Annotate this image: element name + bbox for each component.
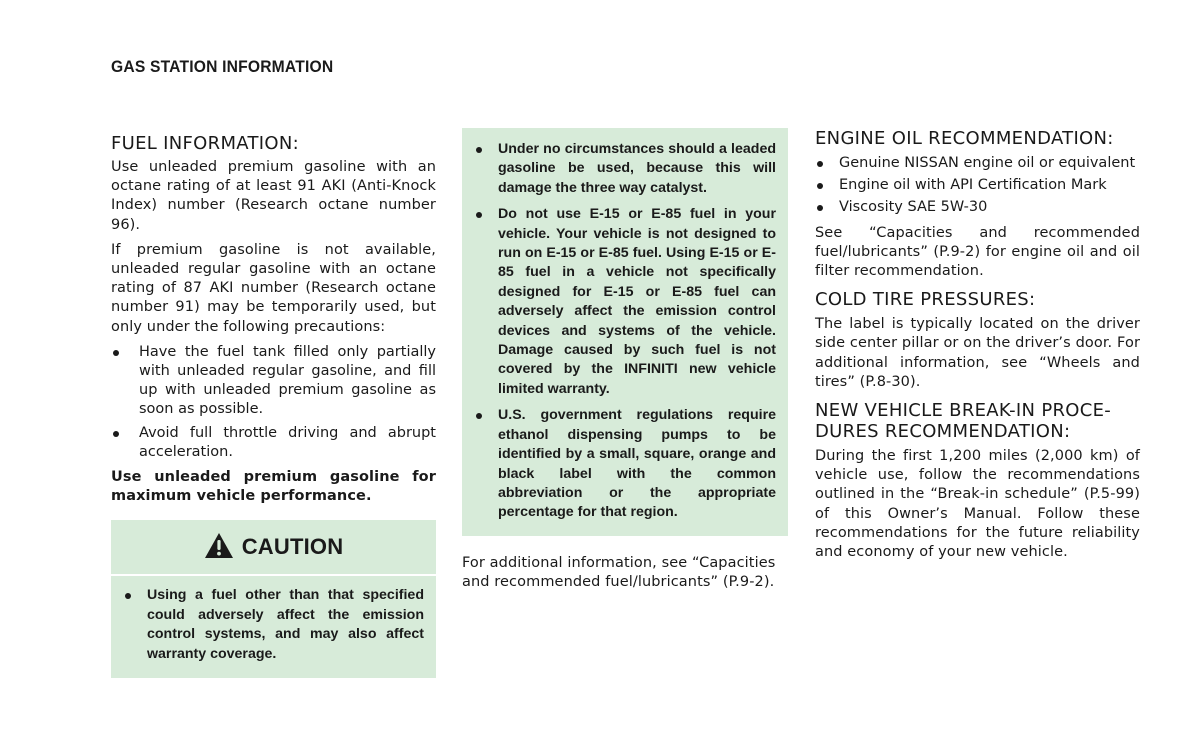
list-item: Have the fuel tank filled only partially with unleaded regular gasoline, and fill up with unleaded premium gasoline as soon as possible. bbox=[111, 343, 436, 420]
tire-pressure-paragraph: The label is typically located on the driver side center pillar or on the driver’s door. For additional information, see “Wheels and tires” (P.8-30). bbox=[815, 316, 1140, 390]
caution-title: CAUTION bbox=[241, 534, 344, 560]
list-item: Avoid full throttle driving and abrupt acceleration. bbox=[111, 424, 436, 462]
break-in-heading-line-1: NEW VEHICLE BREAK-IN PROCE- bbox=[815, 400, 1112, 422]
fuel-info-paragraph-1: Use unleaded premium gasoline with an octane rating of at least 91 AKI (Anti-Knock Index) number (Research octane number 96). bbox=[111, 159, 436, 233]
engine-oil-paragraph: See “Capacities and recommended fuel/lubricants” (P.9-2) for engine oil and oil filter recommendation. bbox=[815, 224, 1140, 280]
list-item: U.S. government regulations require ethanol dispensing pumps to be identified by a small, square, orange and black label with the common abbreviation or the appropriate percentage for that region. bbox=[474, 406, 776, 522]
list-item: Engine oil with API Certification Mark bbox=[815, 176, 1140, 195]
list-item: Genuine NISSAN engine oil or equivalent bbox=[815, 154, 1140, 173]
engine-oil-list bbox=[815, 154, 1140, 218]
fuel-info-bold-note: Use unleaded premium gasoline for maximum vehicle performance. bbox=[111, 469, 436, 505]
break-in-heading-line-2: DURES RECOMMENDATION: bbox=[815, 421, 1071, 443]
page-title: GAS STATION INFORMATION bbox=[111, 57, 334, 76]
column-recommendations bbox=[815, 128, 1140, 570]
warning-box bbox=[462, 128, 788, 536]
fuel-info-heading: FUEL INFORMATION: bbox=[111, 133, 300, 154]
break-in-heading bbox=[815, 400, 1140, 442]
break-in-section bbox=[815, 400, 1140, 562]
warning-list bbox=[474, 140, 776, 523]
caution-list bbox=[111, 576, 436, 664]
tire-pressure-section bbox=[815, 289, 1140, 392]
engine-oil-heading: ENGINE OIL RECOMMENDATION: bbox=[815, 128, 1114, 149]
list-item: Under no circumstances should a leaded gasoline be used, because this will damage the three way catalyst. bbox=[474, 140, 776, 198]
break-in-paragraph: During the first 1,200 miles (2,000 km) of vehicle use, follow the recommendations outlined in the “Break-in schedule” (P.5-99) of this Owner’s Manual. Follow these recommendations for the future reliability and economy of your new vehicle. bbox=[815, 448, 1140, 561]
fuel-info-paragraph-2: If premium gasoline is not available, unleaded regular gasoline with an octane rating of 87 AKI number (Research octane number 91) may be temporarily used, but only under the following precautions: bbox=[111, 241, 436, 335]
column-fuel-information bbox=[111, 133, 436, 678]
fuel-precautions-list bbox=[111, 343, 436, 462]
warning-triangle-icon bbox=[204, 532, 234, 563]
list-item: Viscosity SAE 5W-30 bbox=[815, 198, 1140, 217]
caution-header bbox=[111, 520, 436, 576]
list-item: Do not use E-15 or E-85 fuel in your vehicle. Your vehicle is not designed to run on E-15 or E-85 fuel. Using E-15 or E-85 fuel in a vehicle not specifically designed for E-15 or E-85 fuel can adversely affect the emission control devices and systems of the vehicle. Damage caused by such fuel is not covered by the INFINITI new vehicle limited warranty. bbox=[474, 205, 776, 399]
engine-oil-section bbox=[815, 128, 1140, 281]
column-fuel-warnings bbox=[462, 128, 788, 598]
additional-info-text: For additional information, see “Capacities and recommended fuel/lubricants” (P.9-2). bbox=[462, 554, 776, 590]
tire-pressure-heading: COLD TIRE PRESSURES: bbox=[815, 289, 1036, 311]
caution-box bbox=[111, 520, 436, 678]
list-item: Using a fuel other than that specified could adversely affect the emission control systems, and may also affect warranty coverage. bbox=[123, 586, 424, 664]
